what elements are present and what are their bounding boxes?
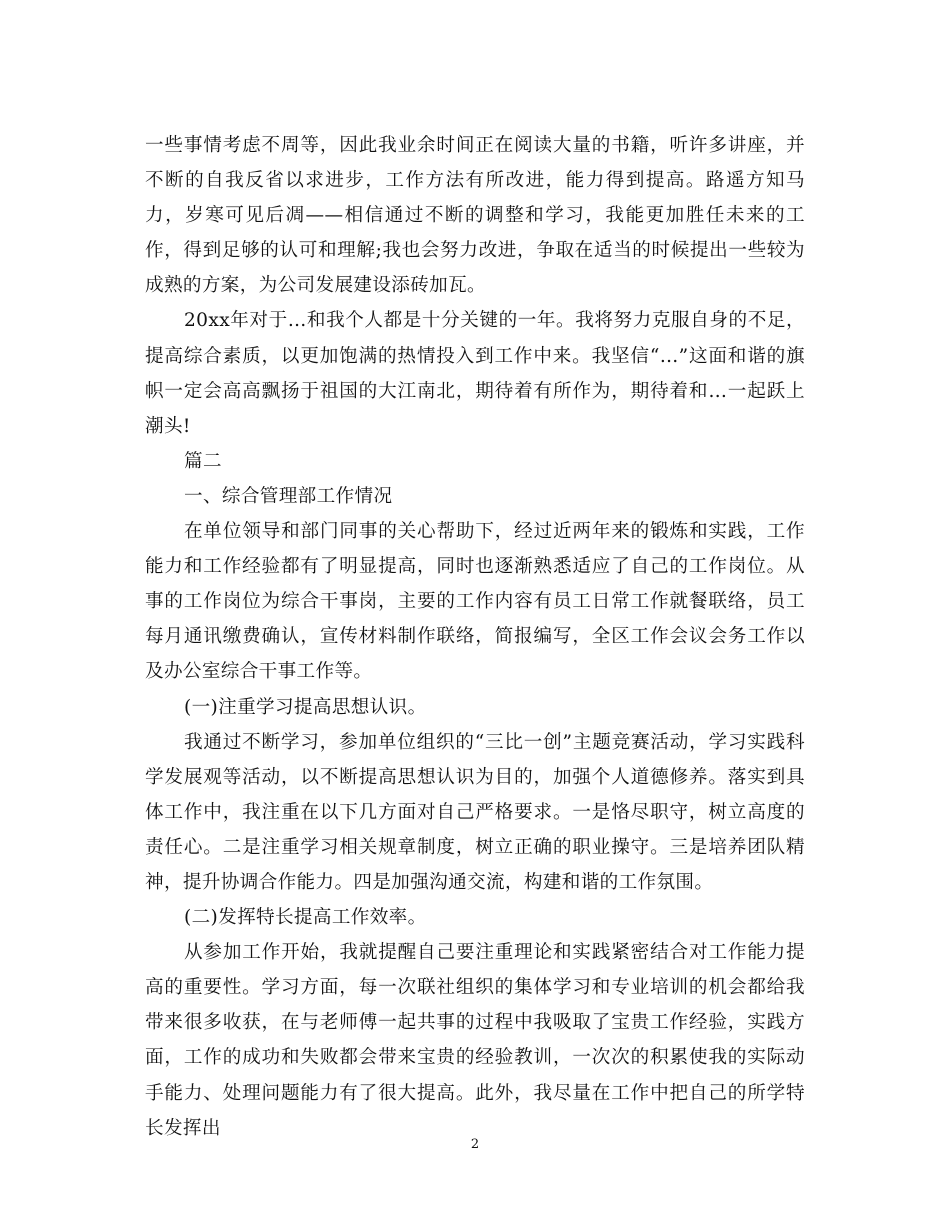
subheading-efficiency: (二)发挥特长提高工作效率。 bbox=[184, 907, 427, 929]
section-heading-management: 一、综合管理部工作情况 bbox=[184, 485, 393, 507]
page-body bbox=[145, 128, 805, 1146]
section-heading-part-two: 篇二 bbox=[184, 450, 222, 472]
paragraph-efficiency: 从参加工作开始，我就提醒自己要注重理论和实践紧密结合对工作能力提高的重要性。学习方面，每一次联社组织的集体学习和专业培训的机会都给我带来很多收获，在与老师傅一起共事的过程中我吸取了宝贵工作经验，实践方面，工作的成功和失败都会带来宝贵的经验教训，一次次的积累使我的实际动手能力、处理问题能力有了很大提高。此外，我尽量在工作中把自己的所学特长发挥出 bbox=[145, 942, 805, 1139]
paragraph-continued: 一些事情考虑不周等，因此我业余时间正在阅读大量的书籍，听许多讲座，并不断的自我反省以求进步，工作方法有所改进，能力得到提高。路遥方知马力，岁寒可见后凋——相信通过不断的调整和学习，我能更加胜任未来的工作，得到足够的认可和理解;我也会努力改进，争取在适当的时候提出一些较为成熟的方案，为公司发展建设添砖加瓦。 bbox=[145, 135, 805, 297]
paragraph-study: 我通过不断学习，参加单位组织的“三比一创”主题竞赛活动，学习实践科学发展观等活动，以不断提高思想认识为目的，加强个人道德修养。落实到具体工作中，我注重在以下几方面对自己严格要求。一是恪尽职守，树立高度的责任心。二是注重学习相关规章制度，树立正确的职业操守。三是培养团队精神，提升协调合作能力。四是加强沟通交流，构建和谐的工作氛围。 bbox=[145, 731, 805, 893]
paragraph-work-overview: 在单位领导和部门同事的关心帮助下，经过近两年来的锻炼和实践，工作能力和工作经验都有了明显提高，同时也逐渐熟悉适应了自己的工作岗位。从事的工作岗位为综合干事岗，主要的工作内容有员工日常工作就餐联络，员工每月通讯缴费确认，宣传材料制作联络，简报编写，全区工作会议会务工作以及办公室综合干事工作等。 bbox=[145, 521, 805, 683]
page-number: 2 bbox=[470, 1137, 480, 1152]
subheading-study: (一)注重学习提高思想认识。 bbox=[184, 696, 427, 718]
paragraph-20xx: 20xx年对于…和我个人都是十分关键的一年。我将努力克服自身的不足，提高综合素质，以更加饱满的热情投入到工作中来。我坚信“…”这面和谐的旗帜一定会高高飘扬于祖国的大江南北，期待着有所作为，期待着和…一起跃上潮头! bbox=[145, 310, 805, 437]
